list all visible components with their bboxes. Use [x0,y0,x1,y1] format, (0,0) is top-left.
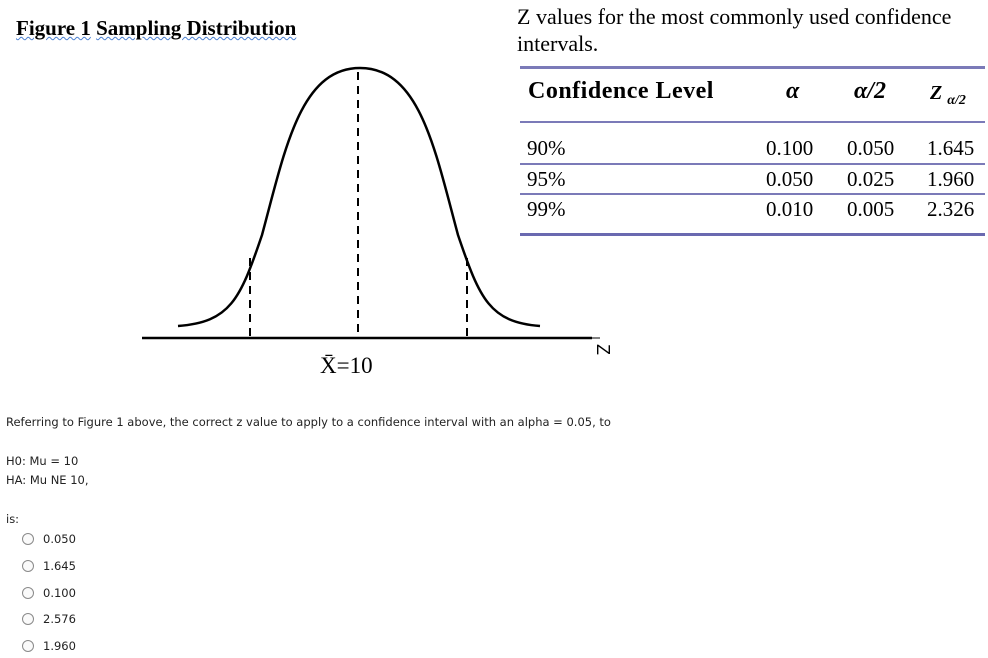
cell-level: 99% [527,197,566,221]
answer-option[interactable] [22,636,76,656]
row-separator [520,163,985,165]
zvalues-title: Z values for the most commonly used confidence intervals. [517,4,952,56]
radio-button[interactable] [22,560,34,572]
answer-option-label: 1.645 [43,559,76,573]
answer-option[interactable] [22,609,76,629]
cell-level: 95% [527,167,566,191]
header-confidence-level: Confidence Level [528,78,714,104]
null-hypothesis: H0: Mu = 10 [6,454,79,468]
table-header-rule [520,121,985,123]
cell-alpha: 0.010 [766,197,814,221]
table-row [520,136,985,166]
cell-alpha-half: 0.025 [847,167,895,191]
is-label: is: [6,512,20,526]
table-top-rule [520,66,985,69]
answer-option[interactable] [22,583,76,603]
figure-number: Figure 1 [16,16,91,40]
header-alpha-half: α/2 [854,78,886,104]
cell-alpha: 0.100 [766,136,814,160]
cell-z: 1.645 [927,136,975,160]
cell-z: 2.326 [927,197,975,221]
radio-button[interactable] [22,613,34,625]
question-text: Referring to Figure 1 above, the correct z value to apply to a confidence interval with an alpha = 0.05, to [6,415,611,429]
row-separator [520,193,985,195]
answer-option-label: 0.050 [43,532,76,546]
xbar-label: X̄=10 [320,353,373,378]
cell-z: 1.960 [927,167,975,191]
radio-button[interactable] [22,587,34,599]
cell-level: 90% [527,136,566,160]
cell-alpha: 0.050 [766,167,814,191]
radio-button[interactable] [22,533,34,545]
answer-option[interactable] [22,556,76,576]
radio-button[interactable] [22,640,34,652]
answer-option-label: 0.100 [43,586,76,600]
cell-alpha-half: 0.050 [847,136,895,160]
header-z: Z $_{\alpha/2}$ [930,82,966,108]
cell-alpha-half: 0.005 [847,197,895,221]
answer-option-label: 1.960 [43,639,76,653]
answer-option-label: 2.576 [43,612,76,626]
header-alpha: α [786,78,800,104]
table-row [520,197,985,227]
z-axis-label: Z [593,344,613,355]
alternative-hypothesis: HA: Mu NE 10, [6,473,89,487]
figure-caption: Sampling Distribution [96,16,297,40]
answer-option[interactable] [22,529,76,549]
table-bottom-rule [520,233,985,236]
